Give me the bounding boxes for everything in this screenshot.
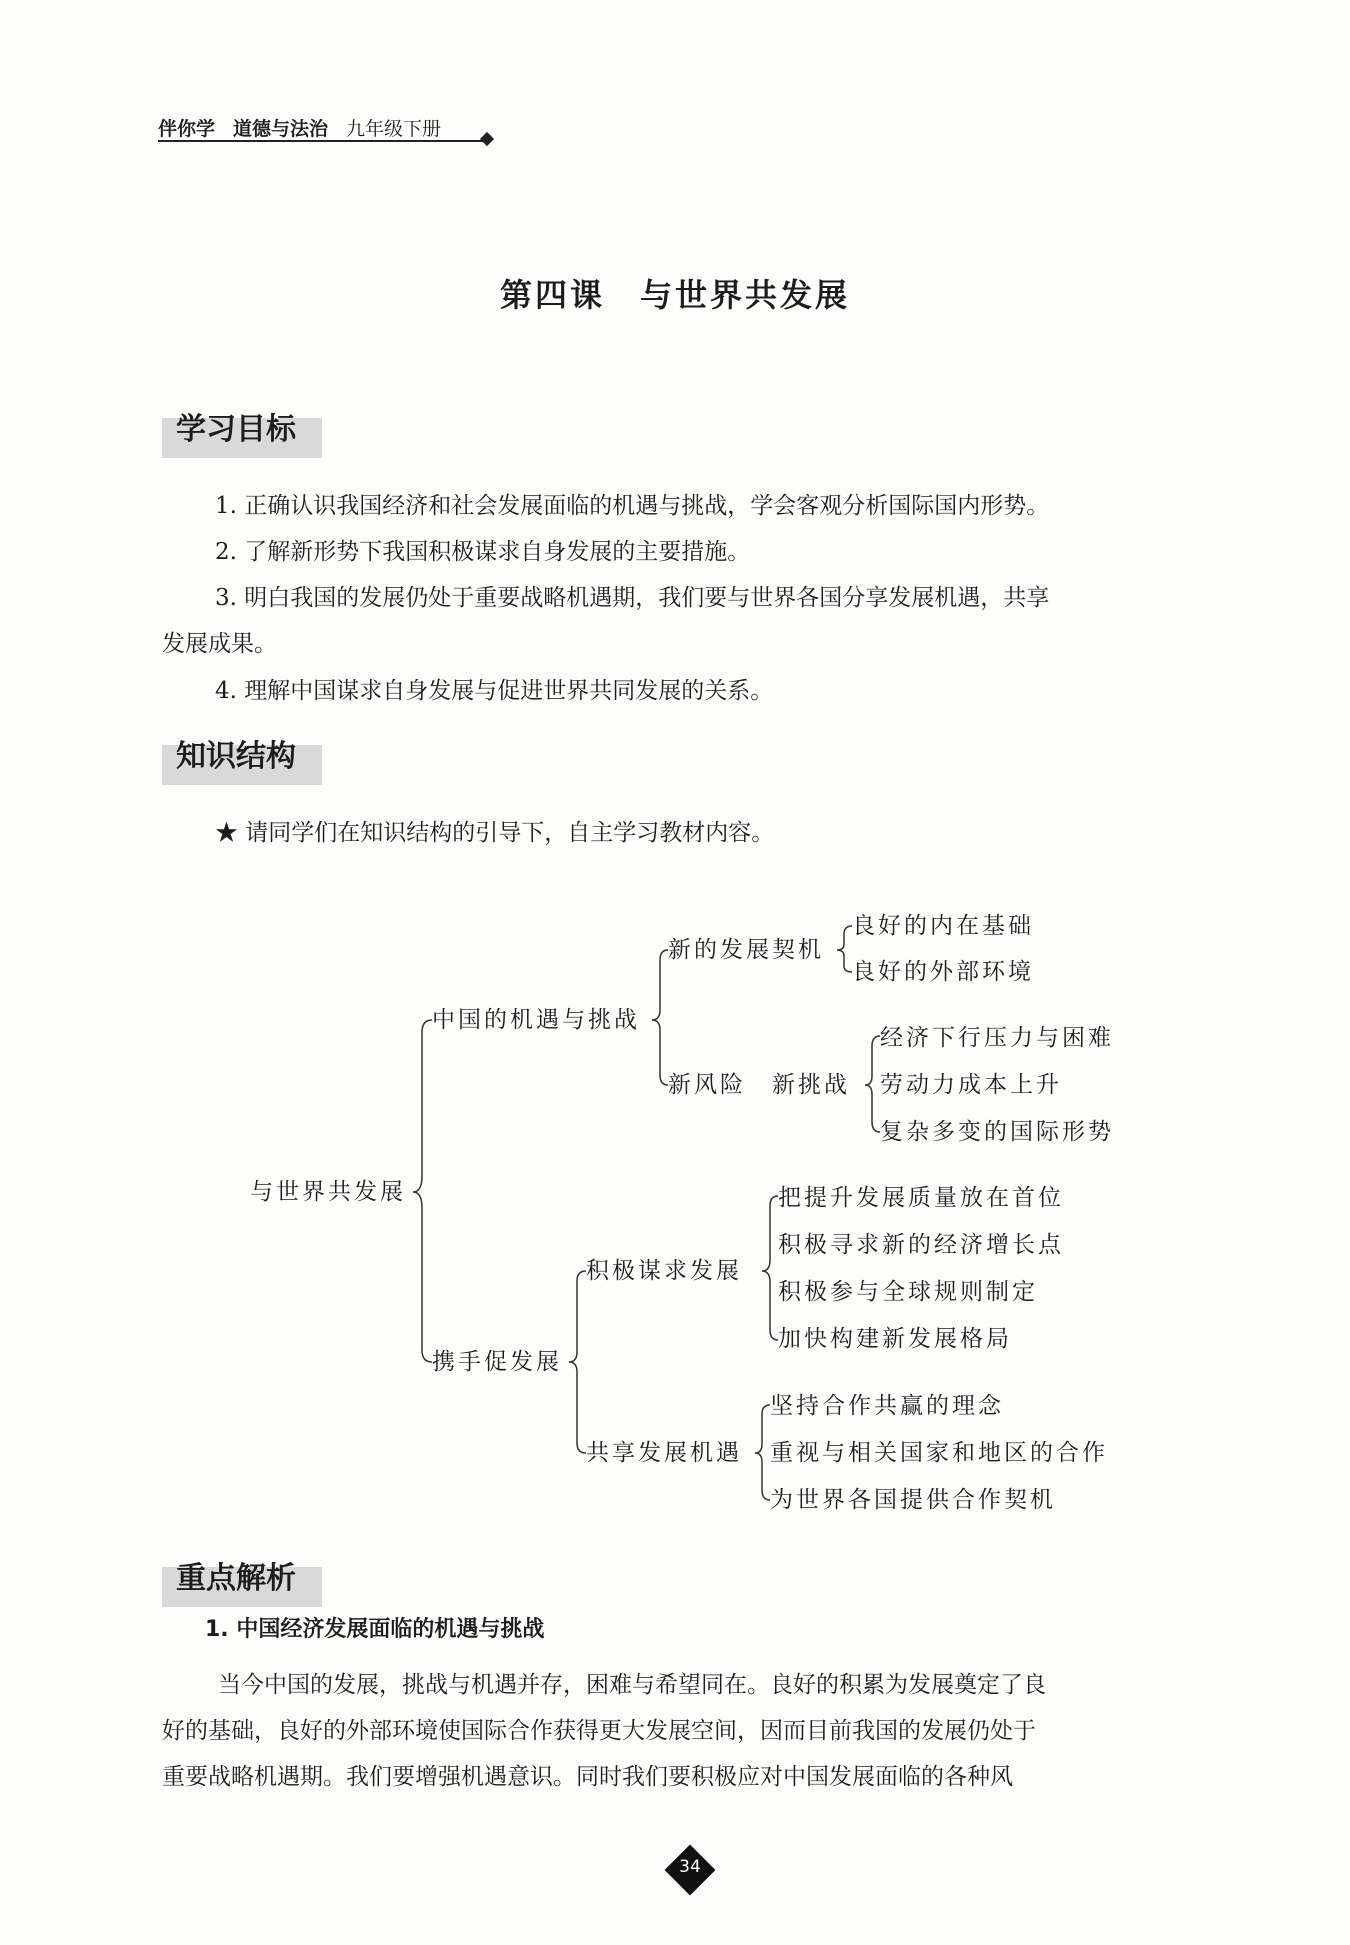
tree-leaf-b2-2: 重视与相关国家和地区的合作	[770, 1440, 1108, 1466]
tree-leaf-a2-1: 经济下行压力与困难	[880, 1025, 1114, 1051]
header-series: 伴你学	[158, 118, 216, 140]
tree-leaf-b2-3: 为世界各国提供合作契机	[770, 1487, 1056, 1513]
tree-leaf-a1-1: 良好的内在基础	[852, 913, 1034, 939]
brace-b2	[755, 1405, 770, 1500]
header-grade: 九年级下册	[346, 118, 442, 140]
tree-root: 与世界共发展	[250, 1179, 406, 1205]
tree-node-a: 中国的机遇与挑战	[432, 1007, 640, 1033]
structure-intro: ★ 请同学们在知识结构的引导下，自主学习教材内容。	[215, 820, 775, 846]
objective-3-cont: 发展成果。	[162, 631, 277, 657]
objective-3: 3. 明白我国的发展仍处于重要战略机遇期，我们要与世界各国分享发展机遇，共享	[215, 585, 1050, 611]
header-subject: 道德与法治	[233, 118, 329, 140]
analysis-heading: 1. 中国经济发展面临的机遇与挑战	[205, 1617, 545, 1642]
analysis-line-3: 重要战略机遇期。我们要增强机遇意识。同时我们要积极应对中国发展面临的各种风	[162, 1764, 1013, 1790]
tree-leaf-b1-1: 把提升发展质量放在首位	[778, 1185, 1064, 1211]
section-structure-label: 知识结构	[176, 739, 296, 774]
tree-leaf-b1-2: 积极寻求新的经济增长点	[778, 1232, 1064, 1258]
tree-leaf-b1-4: 加快构建新发展格局	[778, 1326, 1012, 1352]
section-analysis	[162, 1561, 322, 1607]
tree-node-b: 携手促发展	[432, 1349, 562, 1375]
analysis-line-2: 好的基础，良好的外部环境使国际合作获得更大发展空间，因而目前我国的发展仍处于	[162, 1718, 1036, 1744]
brace-a2	[865, 1036, 880, 1132]
brace-b1	[762, 1196, 778, 1340]
page-number: 34	[679, 1857, 701, 1877]
brace-a1	[837, 926, 852, 972]
tree-leaf-a1-2: 良好的外部环境	[852, 959, 1034, 985]
tree-leaf-a2-3: 复杂多变的国际形势	[880, 1119, 1114, 1145]
tree-leaf-b1-3: 积极参与全球规则制定	[778, 1279, 1038, 1305]
lesson-title: 第四课 与世界共发展	[499, 276, 850, 314]
tree-leaf-b2-1: 坚持合作共赢的理念	[770, 1393, 1004, 1419]
tree-node-a2: 新风险 新挑战	[668, 1072, 850, 1098]
analysis-line-1: 当今中国的发展，挑战与机遇并存，困难与希望同在。良好的积累为发展奠定了良	[218, 1672, 1046, 1698]
objective-2: 2. 了解新形势下我国积极谋求自身发展的主要措施。	[215, 539, 751, 565]
tree-node-a1: 新的发展契机	[668, 937, 824, 963]
tree-node-b2: 共享发展机遇	[586, 1440, 742, 1466]
objective-4: 4. 理解中国谋求自身发展与促进世界共同发展的关系。	[215, 678, 774, 704]
brace-b	[569, 1271, 586, 1453]
tree-node-b1: 积极谋求发展	[586, 1258, 742, 1284]
section-analysis-label: 重点解析	[176, 1561, 296, 1596]
brace-root	[413, 1020, 432, 1362]
objective-1: 1. 正确认识我国经济和社会发展面临的机遇与挑战，学会客观分析国际国内形势。	[215, 493, 1050, 519]
brace-a	[652, 950, 668, 1085]
section-objectives-label: 学习目标	[176, 412, 296, 447]
tree-leaf-a2-2: 劳动力成本上升	[880, 1072, 1062, 1098]
